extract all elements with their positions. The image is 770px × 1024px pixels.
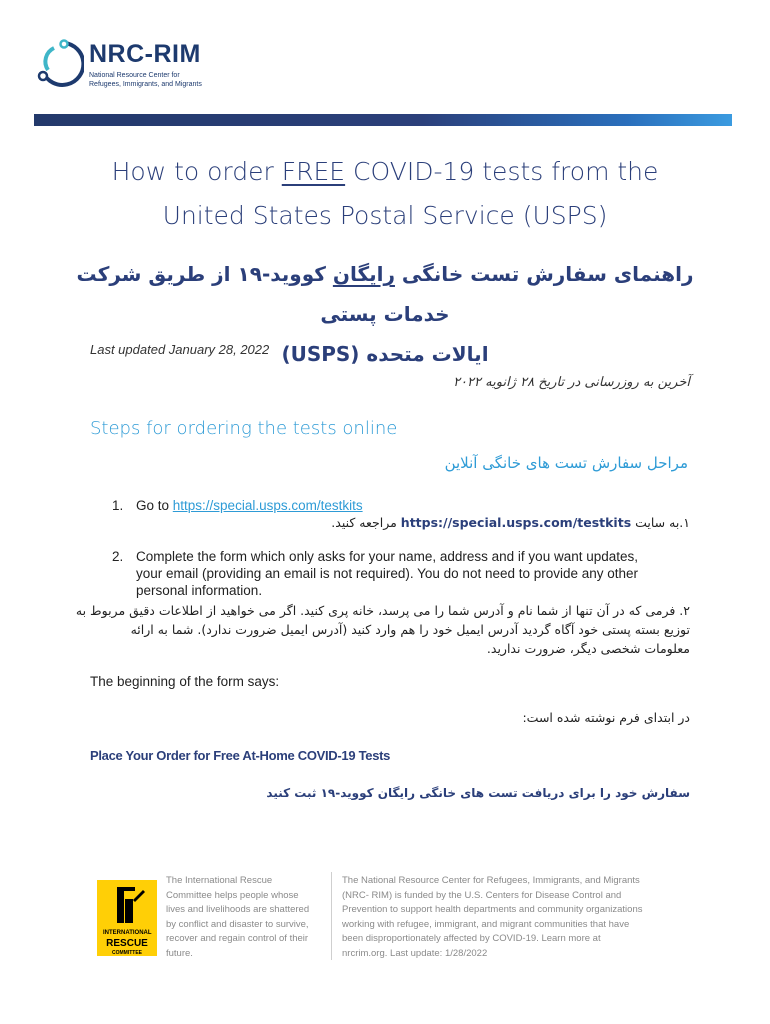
irc-logo bbox=[97, 880, 157, 956]
title-line-2: United States Postal Service (USPS) bbox=[162, 201, 608, 230]
footer-line: The International Rescue bbox=[166, 875, 273, 886]
step-text-line: توزیع بسته پستی خود آگاه گردید آدرس ایمیل خود را هم وارد کنید (آدرس ایمیل ضرورت ندارد). شما به ارائه bbox=[130, 622, 690, 637]
logo-subtitle-line: Refugees, Immigrants, and Migrants bbox=[89, 81, 202, 88]
irc-logo-line: INTERNATIONAL bbox=[103, 930, 152, 936]
steps-heading-english: Steps for ordering the tests online bbox=[90, 418, 398, 439]
header-color-bar bbox=[34, 114, 732, 126]
irc-logo-line: RESCUE bbox=[106, 938, 148, 949]
title-part: کووید-۱۹ از طریق شرکت خدمات پستی bbox=[76, 262, 450, 326]
form-heading-persian: سفارش خود را برای دریافت تست های خانگی رایگان کووید-۱۹ ثبت کنید bbox=[266, 786, 690, 800]
logo-title: NRC-RIM bbox=[89, 40, 201, 68]
footer-line: lives and livelihoods are shattered bbox=[166, 904, 310, 915]
step-number: 1. bbox=[112, 498, 124, 513]
nrc-rim-description bbox=[342, 874, 682, 961]
footer-line: working with refugee, immigrant, and migrant communities that have bbox=[342, 918, 630, 930]
steps-heading-persian: مراحل سفارش تست های خانگی آنلاین bbox=[444, 454, 688, 472]
footer-line: The National Resource Center for Refugees, Immigrants, and Migrants bbox=[342, 875, 640, 886]
logo-subtitle-line: National Resource Center for bbox=[89, 72, 180, 79]
step-text-line: personal information. bbox=[136, 583, 263, 598]
step-text: Go to bbox=[136, 498, 173, 513]
footer-line: recover and regain control of their bbox=[166, 933, 309, 944]
form-intro-persian: در ابتدای فرم نوشته شده است: bbox=[522, 710, 690, 725]
title-free-word: FREE bbox=[281, 157, 346, 186]
last-updated-english: Last updated January 28, 2022 bbox=[90, 342, 270, 357]
step-text: مراجعه کنید. bbox=[331, 515, 401, 530]
footer-line: been disproportionately affected by COVID-19. Learn more at bbox=[342, 933, 601, 944]
step-number: 2. bbox=[112, 549, 124, 564]
title-part: How to order bbox=[111, 157, 282, 186]
title-part: COVID-19 tests from the bbox=[345, 157, 659, 186]
step-text-line: معلومات شخصی دیگر، ضرورت ندارید. bbox=[486, 641, 690, 656]
irc-description bbox=[166, 874, 326, 961]
footer-line: future. bbox=[166, 947, 193, 959]
usps-testkits-link[interactable]: https://special.usps.com/testkits bbox=[172, 498, 363, 513]
step-text-line: ۲. فرمی که در آن تنها از شما نام و آدرس شما را می پرسد، خانه پری کنید. اگر می خواهید از اطلاعات دقیق مربوط به bbox=[75, 603, 690, 618]
irc-logo-line: COMMITTEE bbox=[112, 950, 142, 956]
nrc-rim-logo bbox=[34, 38, 234, 94]
page-title-english bbox=[60, 150, 710, 238]
step-1-persian bbox=[130, 513, 690, 532]
title-part: راهنمای سفارش تست خانگی bbox=[394, 262, 694, 286]
footer-line: by conflict and disaster to survive, bbox=[166, 918, 309, 930]
last-updated-persian: آخرین به روزرسانی در تاریخ ۲۸ ژانویه ۲۰۲۲ bbox=[453, 375, 690, 390]
usps-testkits-link-persian[interactable]: https://special.usps.com/testkits bbox=[400, 515, 632, 530]
footer-divider bbox=[331, 872, 332, 960]
title-free-word: رایگان bbox=[332, 262, 395, 286]
form-intro-english: The beginning of the form says: bbox=[90, 674, 280, 689]
footer-line: nrcrim.org. Last update: 1/28/2022 bbox=[342, 947, 488, 959]
footer-line: Committee helps people whose bbox=[166, 889, 299, 901]
logo-subtitle bbox=[89, 71, 239, 89]
footer-line: Prevention to support health departments and community organizations bbox=[342, 904, 643, 915]
footer-line: (NRC- RIM) is funded by the U.S. Centers for Disease Control and bbox=[342, 889, 622, 901]
step-text-line: Complete the form which only asks for your name, address and if you want updates, bbox=[136, 549, 639, 564]
step-2-persian bbox=[70, 601, 690, 658]
step-text-line: your email (providing an email is not required). You do not need to provide any other bbox=[136, 566, 639, 581]
irc-figure-icon bbox=[97, 880, 157, 930]
step-text: ۱.به سایت bbox=[631, 515, 690, 530]
title-line-2: ایالات متحده (USPS) bbox=[281, 342, 489, 366]
irc-logo-text bbox=[103, 929, 151, 958]
form-heading-english: Place Your Order for Free At-Home COVID-19 Tests bbox=[90, 748, 391, 763]
nrc-rim-logo-icon bbox=[34, 38, 84, 88]
